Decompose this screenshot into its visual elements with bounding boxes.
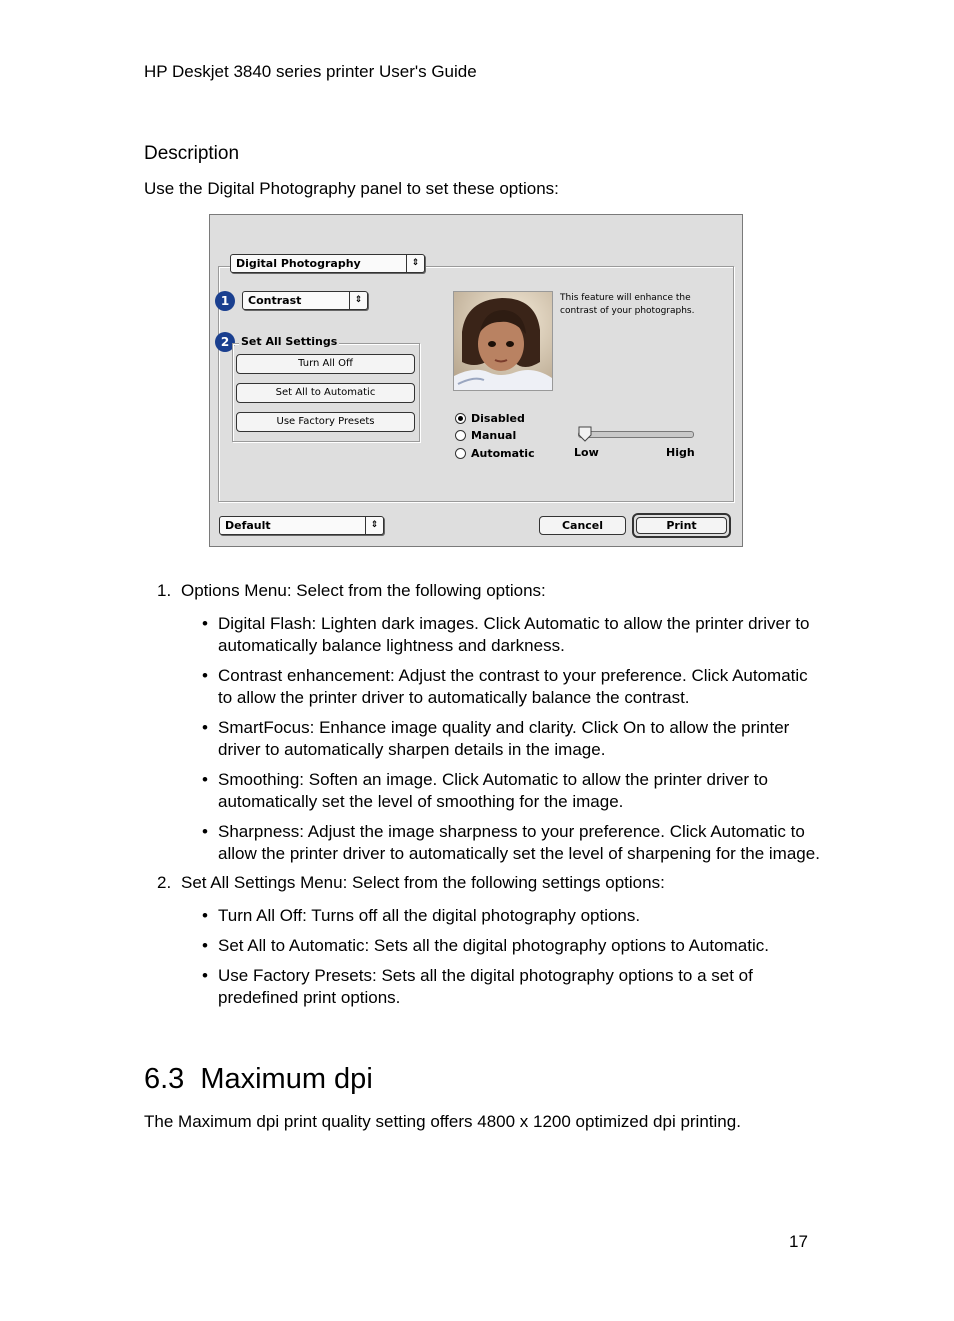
radio-manual[interactable] [455, 429, 516, 442]
bullet-text: : Soften an image. Click [299, 770, 483, 789]
list-desc: : Select from the following options: [286, 581, 546, 600]
section-heading [144, 1063, 373, 1096]
bullet-icon: • [202, 966, 208, 985]
bullet-icon: • [202, 614, 208, 633]
preview-photo [453, 291, 553, 391]
radio-manual-label: Manual [471, 429, 517, 442]
preset-popup-menu[interactable] [219, 516, 384, 535]
bullet-icon: • [202, 770, 208, 789]
feature-description: This feature will enhance the contrast of your photographs. [560, 293, 695, 316]
radio-automatic-label: Automatic [471, 447, 535, 460]
bullet-text: : Enhance image quality and clarity. Click [309, 718, 624, 737]
bullet-item [202, 717, 824, 761]
radio-disabled-label: Disabled [471, 412, 525, 425]
bullet-term: Digital Flash [218, 614, 312, 633]
radio-disabled[interactable] [455, 412, 525, 425]
radio-selected-icon [455, 413, 466, 424]
list-desc: : Select from the following settings options: [342, 873, 665, 892]
list-number: 2. [157, 873, 172, 892]
turn-all-off-button[interactable]: Turn All Off [236, 354, 415, 374]
bullet-term: Automatic [710, 822, 786, 841]
bullet-item [202, 905, 824, 927]
slider-low-label: Low [574, 446, 599, 459]
bullet-item [202, 613, 824, 657]
updown-arrow-icon: ⇕ [406, 255, 424, 272]
bullet-term: SmartFocus [218, 718, 310, 737]
panel-popup-menu[interactable] [230, 254, 425, 273]
section-post: print quality setting offers 4800 x 1200 optimized dpi printing. [279, 1112, 741, 1131]
section-title: Maximum dpi [200, 1063, 373, 1095]
bullet-icon: • [202, 718, 208, 737]
bullet-icon: • [202, 822, 208, 841]
slider-thumb-icon[interactable] [578, 426, 592, 442]
intro-bold: Digital Photography [207, 179, 356, 198]
page-number: 17 [789, 1232, 808, 1251]
bullet-text: to allow the printer driver to automatically balance lightness and darkness. [218, 614, 810, 655]
intro-pre: Use the [144, 179, 208, 198]
bullet-icon: • [202, 936, 208, 955]
bullet-text: : Adjust the image sharpness to your preference. Click [299, 822, 711, 841]
settings-sublist [202, 905, 824, 1009]
callout-badge-1: 1 [215, 291, 235, 311]
digital-photography-dialog [209, 214, 743, 547]
section-pre: The [144, 1112, 179, 1131]
print-button[interactable]: Print [636, 517, 727, 534]
intro-paragraph [144, 178, 559, 200]
panel-popup-label: Digital Photography [236, 257, 361, 270]
bullet-text: to allow the printer driver to automatically balance the contrast. [218, 688, 690, 707]
bullet-icon: • [202, 906, 208, 925]
option-popup-menu[interactable] [242, 291, 368, 310]
bullet-item [202, 769, 824, 813]
cancel-button[interactable]: Cancel [539, 516, 626, 535]
list-term: Options Menu [181, 581, 287, 600]
bullet-term: Use Factory Presets [218, 966, 372, 985]
set-all-label: Set All Settings [241, 335, 338, 348]
section-paragraph [144, 1111, 824, 1133]
bullet-text: . [764, 936, 769, 955]
intro-post: panel to set these options: [355, 179, 559, 198]
bullet-term: On [623, 718, 646, 737]
callout-badge-2: 2 [215, 332, 235, 352]
bullet-text: to allow the printer driver to automatically set the level of sharpening for the image. [218, 822, 820, 863]
preset-popup-label: Default [225, 519, 271, 532]
section-number: 6.3 [144, 1063, 185, 1095]
radio-icon [455, 448, 466, 459]
bullet-item [202, 965, 824, 1009]
bullet-item [202, 935, 824, 957]
list-item-1 [144, 580, 824, 602]
bullet-icon: • [202, 666, 208, 685]
bullet-text: to allow the printer driver to automatically sharpen details in the image. [218, 718, 790, 759]
options-sublist [202, 613, 824, 865]
bullet-item [202, 665, 824, 709]
set-all-automatic-button[interactable]: Set All to Automatic [236, 383, 415, 403]
bullet-text: : Sets all the digital photography options to a set of predefined print options. [218, 966, 753, 1007]
contrast-slider-track[interactable] [578, 431, 694, 438]
bullet-text: : Sets all the digital photography options to [364, 936, 689, 955]
slider-high-label: High [666, 446, 695, 459]
bullet-term: Automatic [482, 770, 559, 789]
bullet-text: : Adjust the contrast to your preference. Click [390, 666, 733, 685]
bullet-text: to allow the printer driver to automatically set the level of smoothing for the image. [218, 770, 768, 811]
description-heading: Description [144, 143, 240, 164]
bullet-term: Contrast enhancement [218, 666, 390, 685]
bullet-text: : Turns off all the digital photography options. [302, 906, 641, 925]
radio-icon [455, 430, 466, 441]
running-head: HP Deskjet 3840 series printer User's Guide [144, 62, 477, 81]
child-portrait-image [454, 292, 552, 390]
bullet-term: Automatic [524, 614, 600, 633]
bullet-term: Sharpness [218, 822, 300, 841]
use-factory-presets-button[interactable]: Use Factory Presets [236, 412, 415, 432]
updown-arrow-icon: ⇕ [365, 517, 383, 534]
bullet-term: Automatic [688, 936, 765, 955]
list-item-2 [144, 872, 824, 894]
bullet-term: Set All to Automatic [218, 936, 365, 955]
radio-automatic[interactable] [455, 447, 535, 460]
list-number: 1. [157, 581, 172, 600]
option-popup-label: Contrast [248, 294, 302, 307]
updown-arrow-icon: ⇕ [349, 292, 367, 309]
bullet-term: Automatic [732, 666, 808, 685]
bullet-term: Smoothing [218, 770, 300, 789]
bullet-text: : Lighten dark images. Click [311, 614, 525, 633]
section-bold: Maximum dpi [178, 1112, 280, 1131]
bullet-item [202, 821, 824, 865]
bullet-term: Turn All Off [218, 906, 303, 925]
list-term: Set All Settings Menu [181, 873, 343, 892]
options-list [144, 580, 824, 1009]
